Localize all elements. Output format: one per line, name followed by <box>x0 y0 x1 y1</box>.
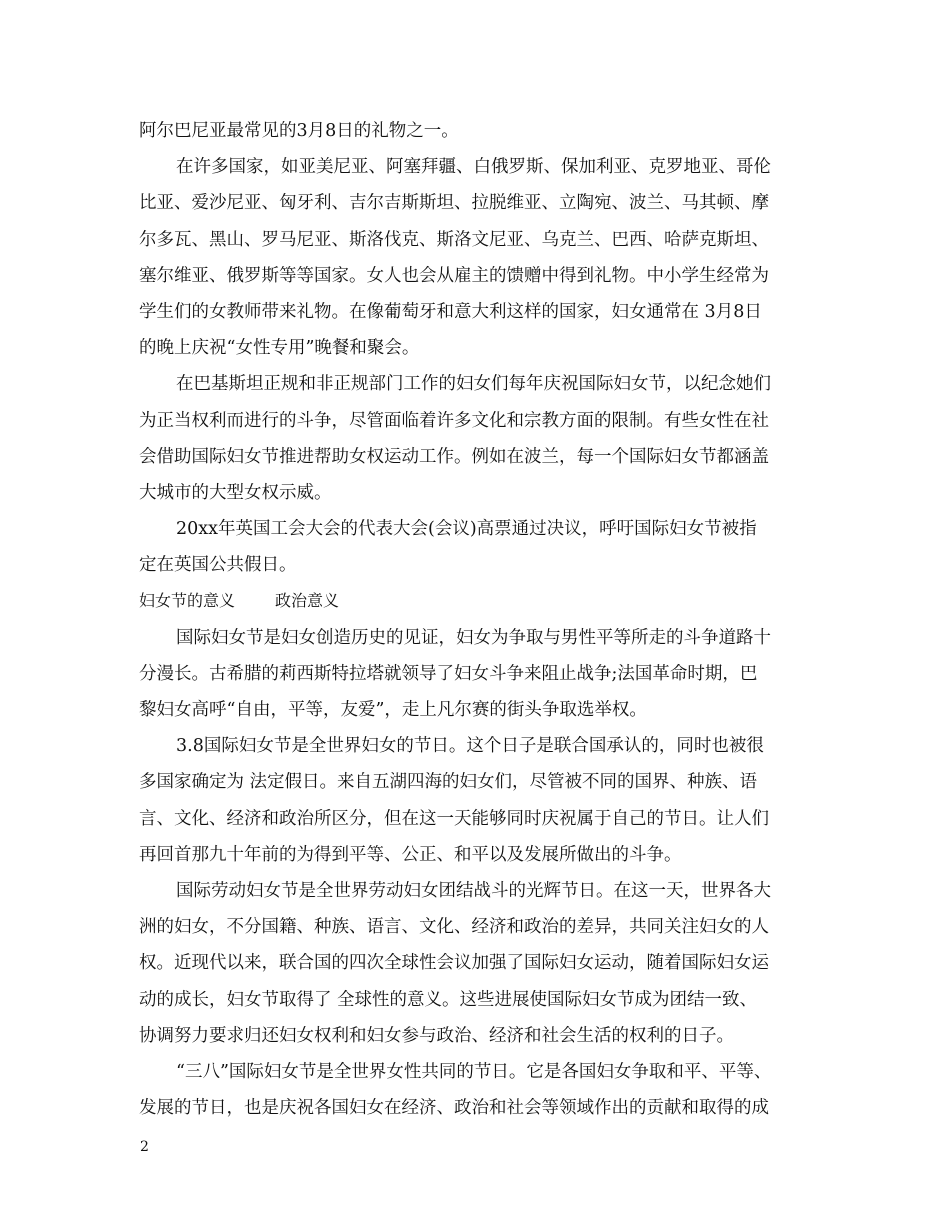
text-line: 权。近现代以来，联合国的四次全球性会议加强了国际妇女运动，随着国际妇女运 <box>139 953 769 974</box>
text-line: 多国家确定为 法定假日。来自五湖四海的妇女们，尽管被不同的国界、种族、语 <box>139 772 758 793</box>
paragraph-start-line: 在许多国家，如亚美尼亚、阿塞拜疆、白俄罗斯、保加利亚、克罗地亚、哥伦 <box>176 157 771 178</box>
text-line: 为正当权利而进行的斗争，尽管面临着许多文化和宗教方面的限制。有些女性在社 <box>139 410 769 431</box>
text-line: 再回首那九十年前的为得到平等、公正、和平以及发展所做出的斗争。 <box>139 844 682 865</box>
text-line: 会借助国际妇女节推进帮助女权运动工作。例如在波兰，每一个国际妇女节都涵盖 <box>139 446 769 467</box>
paragraph-start-line: 国际劳动妇女节是全世界劳动妇女团结战斗的光辉节日。在这一天，世界各大 <box>176 880 771 901</box>
text-line: 洲的妇女，不分国籍、种族、语言、文化、经济和政治的差异，共同关注妇女的人 <box>139 917 769 938</box>
text-line: 动的成长，妇女节取得了 全球性的意义。这些进展使国际妇女节成为团结一致、 <box>139 989 758 1010</box>
text-line: 大城市的大型女权示威。 <box>139 482 332 503</box>
section-heading-title: 妇女节的意义 <box>139 591 236 611</box>
paragraph-start-line: 在巴基斯坦正规和非正规部门工作的妇女们每年庆祝国际妇女节，以纪念她们 <box>176 374 771 395</box>
text-line: 言、文化、经济和政治所区分，但在这一天能够同时庆祝属于自己的节日。让人们 <box>139 808 769 829</box>
text-line: 的晚上庆祝“女性专用”晚餐和聚会。 <box>139 338 420 359</box>
section-heading <box>139 583 819 619</box>
paragraph-start-line: 国际妇女节是妇女创造历史的见证，妇女为争取与男性平等所走的斗争道路十 <box>176 627 771 648</box>
document-body <box>139 113 819 1126</box>
text-line: 塞尔维亚、俄罗斯等等国家。女人也会从雇主的馈赠中得到礼物。中小学生经常为 <box>139 265 769 286</box>
text-line: 分漫长。古希腊的莉西斯特拉塔就领导了妇女斗争来阻止战争;法国革命时期，巴 <box>139 663 758 684</box>
section-heading-subtitle: 政治意义 <box>275 591 340 611</box>
text-line: 协调努力要求归还妇女权利和妇女参与政治、经济和社会生活的权利的日子。 <box>139 1025 734 1046</box>
paragraph-start-line: “三八”国际妇女节是全世界女性共同的节日。它是各国妇女争取和平、平等、 <box>176 1061 772 1082</box>
text-line: 尔多瓦、黑山、罗马尼亚、斯洛伐克、斯洛文尼亚、乌克兰、巴西、哈萨克斯坦、 <box>139 229 769 250</box>
text-line: 学生们的女教师带来礼物。在像葡萄牙和意大利这样的国家，妇女通常在 3月8日 <box>139 301 762 322</box>
text-line: 阿尔巴尼亚最常见的3月8日的礼物之一。 <box>139 121 459 141</box>
text-line: 比亚、爱沙尼亚、匈牙利、吉尔吉斯斯坦、拉脱维亚、立陶宛、波兰、马其顿、摩 <box>139 193 769 214</box>
text-line: 黎妇女高呼“自由，平等，友爱”，走上凡尔赛的街头争取选举权。 <box>139 700 647 720</box>
paragraph-start-line: 3.8国际妇女节是全世界妇女的节日。这个日子是联合国承认的，同时也被很 <box>176 736 764 757</box>
text-line: 发展的节日，也是庆祝各国妇女在经济、政治和社会等领域作出的贡献和取得的成 <box>139 1098 769 1119</box>
page-number: 2 <box>140 1139 149 1155</box>
text-line: 定在英国公共假日。 <box>139 555 297 576</box>
paragraph-start-line: 20xx年英国工会大会的代表大会(会议)高票通过决议，呼吁国际妇女节被指 <box>176 519 757 540</box>
